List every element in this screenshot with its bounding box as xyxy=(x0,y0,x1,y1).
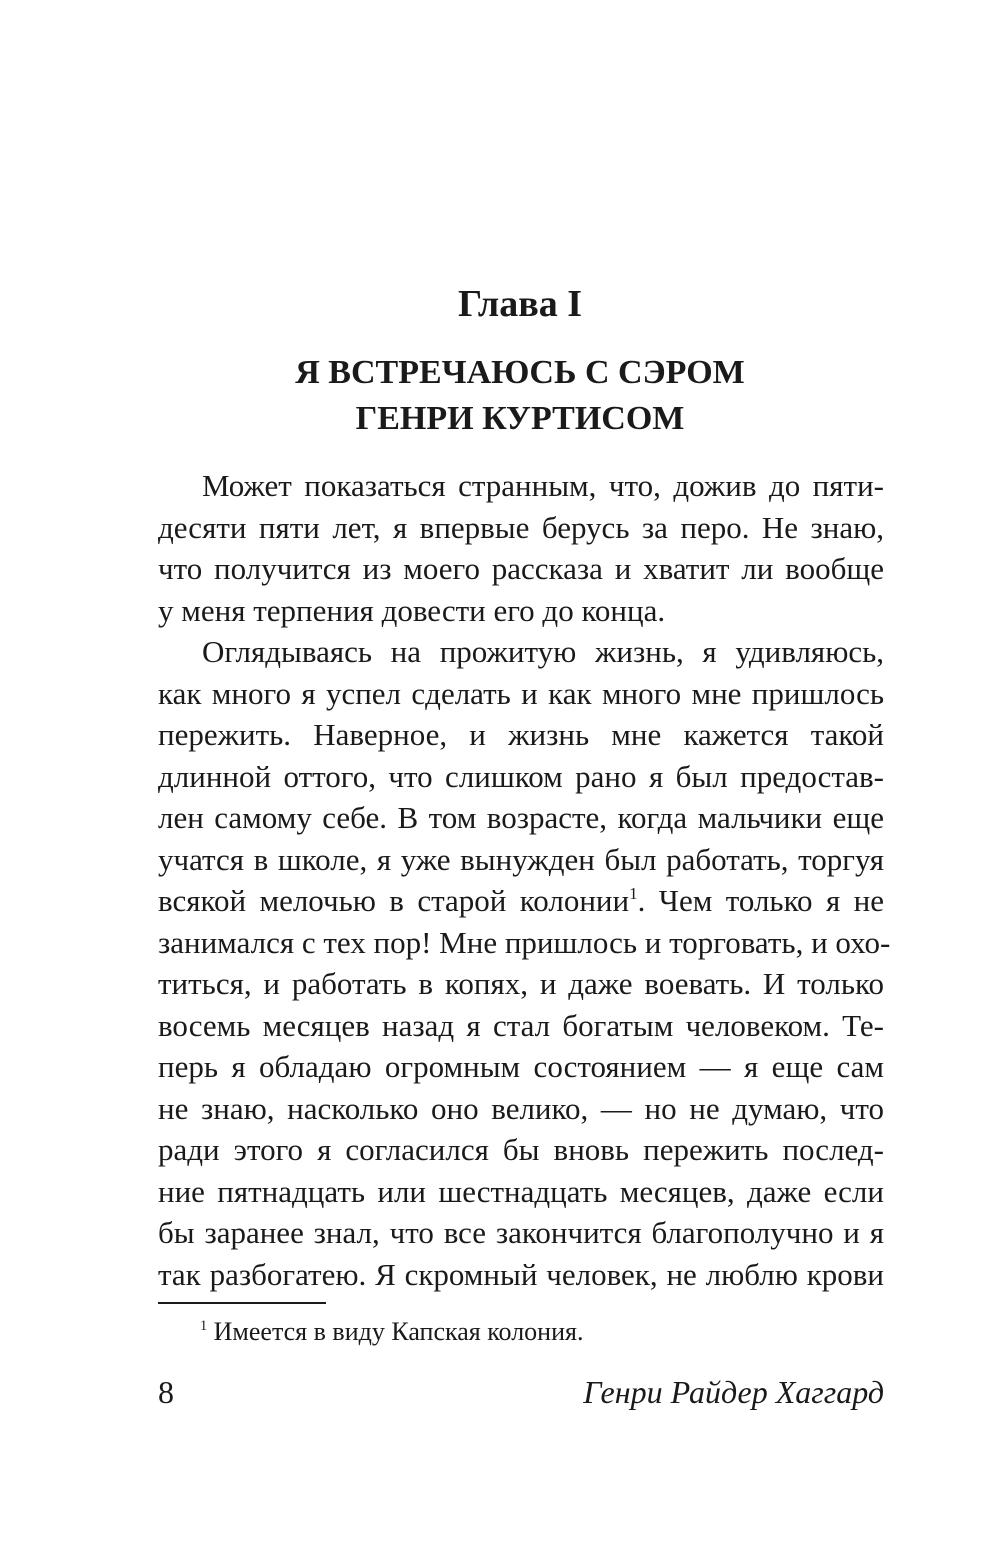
text-segment: всякой мелочью в старой колонии xyxy=(158,883,630,918)
text-line: так разбогатею. Я скромный человек, не люблю крови xyxy=(158,1256,884,1292)
text-line: бы заранее знал, что все закончится благополучно и я xyxy=(158,1215,884,1250)
text-line: титься, и работать в копях, и даже воевать. И только xyxy=(158,966,884,1001)
chapter-title xyxy=(0,350,1000,442)
text-line: у меня терпения довести его до конца. xyxy=(158,592,666,628)
text-line: Может показаться странным, что, дожив до пяти- xyxy=(202,468,884,503)
text-line: восемь месяцев назад я стал богатым человеком. Те- xyxy=(158,1007,884,1043)
text-line: не знаю, насколько оно велико, — но не думаю, что xyxy=(158,1090,884,1126)
text-line: учатся в школе, я уже вынужден был работать, торгуя xyxy=(158,841,884,877)
chapter-title-line: Я ВСТРЕЧАЮСЬ С СЭРОМ xyxy=(295,354,745,391)
footnote-reference: 1 xyxy=(629,884,638,904)
footnote-marker: 1 xyxy=(200,1318,208,1334)
text-line: длинной оттого, что слишком рано я был предостав- xyxy=(158,758,884,794)
chapter-label: Глава I xyxy=(457,283,583,325)
footnote-text: Имеется в виду Капская колония. xyxy=(213,1317,584,1346)
text-segment: . Чем только я не xyxy=(637,883,884,918)
text-line-with-footnote-ref xyxy=(158,880,884,922)
footnote xyxy=(200,1315,583,1349)
chapter-title-line: ГЕНРИ КУРТИСОМ xyxy=(355,400,685,437)
text-line: ние пятнадцать или шестнадцать месяцев, даже если xyxy=(158,1173,884,1209)
text-line: что получится из моего рассказа и хватит ли вообще xyxy=(158,551,884,586)
text-line: как много я успел сделать и как много мне пришлось xyxy=(158,675,884,711)
body-text xyxy=(158,465,891,1295)
text-line: десяти пяти лет, я впервые берусь за перо. Не знаю, xyxy=(158,509,884,545)
text-line: пережить. Наверное, и жизнь мне кажется такой xyxy=(158,717,884,752)
text-line: лен самому себе. В том возрасте, когда мальчики еще xyxy=(158,800,884,835)
text-line: Оглядываясь на прожитую жизнь, я удивляюсь, xyxy=(202,634,884,669)
running-author: Генри Райдер Хаггард xyxy=(583,1374,884,1410)
text-line: перь я обладаю огромным состоянием — я еще сам xyxy=(158,1049,884,1084)
text-line: ради этого я согласился бы вновь пережить послед- xyxy=(158,1132,884,1167)
text-line: занимался с тех пор! Мне пришлось и торговать, и охо- xyxy=(158,924,891,960)
page-number: 8 xyxy=(158,1374,174,1410)
footnote-divider xyxy=(158,1302,326,1304)
